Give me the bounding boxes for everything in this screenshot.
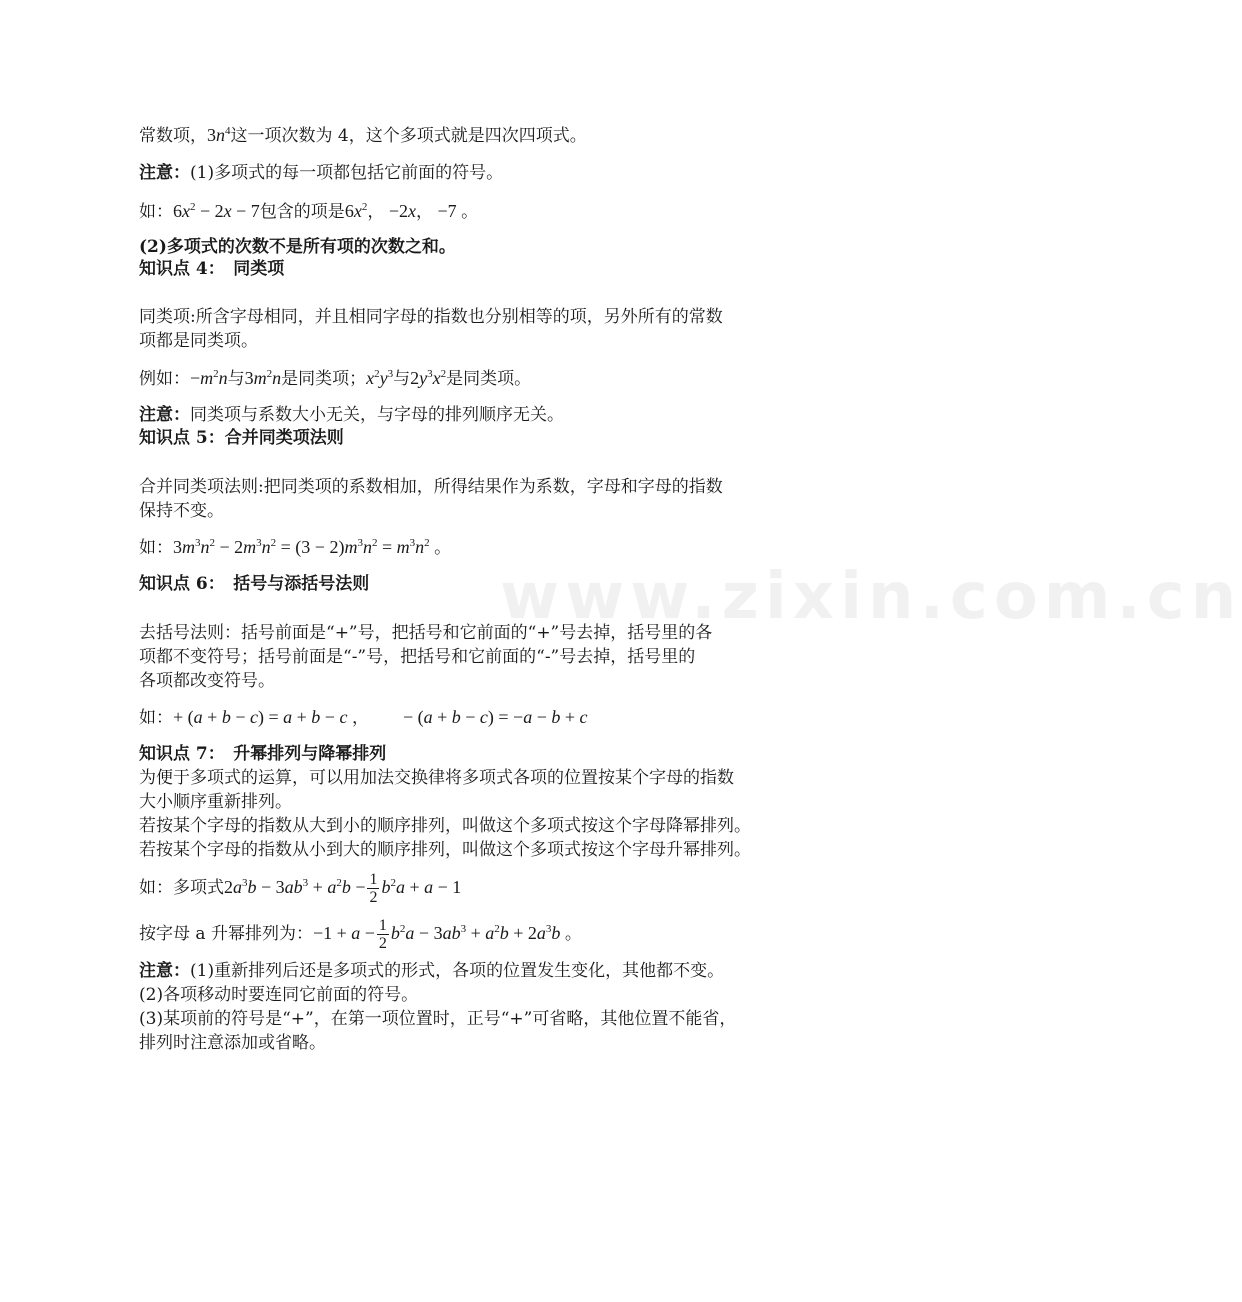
text-line-term-degree: 常数项，$3n^4$这一项次数为 4，这个多项式就是四次四项式。 xyxy=(139,125,587,146)
watermark: www.zixin.com.cn xyxy=(500,560,1242,634)
note-line-2: (2)多项式的次数不是所有项的次数之和。 xyxy=(139,237,456,257)
note-kp7-line-1: 注意：(1)重新排列后还是多项式的形式，各项的位置发生变化，其他都不变。 xyxy=(139,961,725,981)
definition-kp6-line-3: 各项都改变符号。 xyxy=(139,671,275,691)
definition-kp7-line-1: 为便于多项式的运算，可以用加法交换律将多项式各项的位置按某个字母的指数 xyxy=(139,768,734,788)
note-kp7-line-2: (2)各项移动时要连同它前面的符号。 xyxy=(139,985,419,1005)
definition-kp6-line-1: 去括号法则：括号前面是“+”号，把括号和它前面的“+”号去掉，括号里的各 xyxy=(139,623,713,643)
heading-kp4: 知识点 4： 同类项 xyxy=(139,259,285,279)
fraction-one-half: $\frac{1}{2}$ xyxy=(369,871,378,906)
note-line-1: 注意：(1)多项式的每一项都包括它前面的符号。 xyxy=(139,163,504,183)
definition-kp4-line-2: 项都是同类项。 xyxy=(139,331,258,351)
note-kp4: 注意：同类项与系数大小无关，与字母的排列顺序无关。 xyxy=(139,405,564,425)
definition-kp6-line-2: 项都不变符号；括号前面是“-”号，把括号和它前面的“-”号去掉，括号里的 xyxy=(139,647,696,667)
definition-kp7-line-4: 若按某个字母的指数从小到大的顺序排列，叫做这个多项式按这个字母升幂排列。 xyxy=(139,840,751,860)
definition-kp5-line-2: 保持不变。 xyxy=(139,501,224,521)
definition-kp4-line-1: 同类项:所含字母相同，并且相同字母的指数也分别相等的项，另外所有的常数 xyxy=(139,307,723,327)
definition-kp7-line-2: 大小顺序重新排列。 xyxy=(139,792,292,812)
math-3n4: $3n^4$ xyxy=(207,125,231,145)
example-kp4: 例如：$-m^2n$与$3m^2n$是同类项；$x^2y^3$与$2y^3x^2$是同类项。 xyxy=(139,368,532,389)
example-kp7-polynomial: 如：多项式$2a^3b - 3ab^3 + a^2b$ − $\frac{1}{2}$ $b^2a + a - 1$ xyxy=(139,871,462,906)
heading-kp6: 知识点 6： 括号与添括号法则 xyxy=(139,574,370,594)
heading-kp5: 知识点 5：合并同类项法则 xyxy=(139,428,344,448)
math-polynomial: $6x^2 - 2x - 7$ xyxy=(173,201,260,221)
definition-kp5-line-1: 合并同类项法则:把同类项的系数相加，所得结果作为系数，字母和字母的指数 xyxy=(139,477,723,497)
note-kp7-line-4: 排列时注意添加或省略。 xyxy=(139,1033,326,1053)
example-kp7-ascending: 按字母 a 升幂排列为：−1 + a − $\frac{1}{2}$ $b^2a - 3ab^3 + a^2b + 2a^3b$ 。 xyxy=(139,917,582,952)
fraction-one-half-2: $\frac{1}{2}$ xyxy=(378,917,387,952)
math-combine-like-terms: $3m^3n^2 - 2m^3n^2 = (3 - 2)m^3n^2 = m^3n^2$ xyxy=(173,537,430,557)
example-kp6: 如：+ (a + b − c) = a + b − c ， − (a + b − c) = −a − b + c xyxy=(139,707,588,728)
heading-kp7: 知识点 7： 升幂排列与降幂排列 xyxy=(139,744,387,764)
definition-kp7-line-3: 若按某个字母的指数从大到小的顺序排列，叫做这个多项式按这个字母降幂排列。 xyxy=(139,816,751,836)
example-line-1: 如：$6x^2 - 2x - 7$包含的项是$6x^2$， −2x， −7 。 xyxy=(139,201,479,222)
example-kp5: 如：$3m^3n^2 - 2m^3n^2 = (3 - 2)m^3n^2 = m^3n^2$ 。 xyxy=(139,537,452,558)
note-kp7-line-3: (3)某项前的符号是“+”，在第一项位置时，正号“+”可省略，其他位置不能省， xyxy=(139,1009,737,1029)
